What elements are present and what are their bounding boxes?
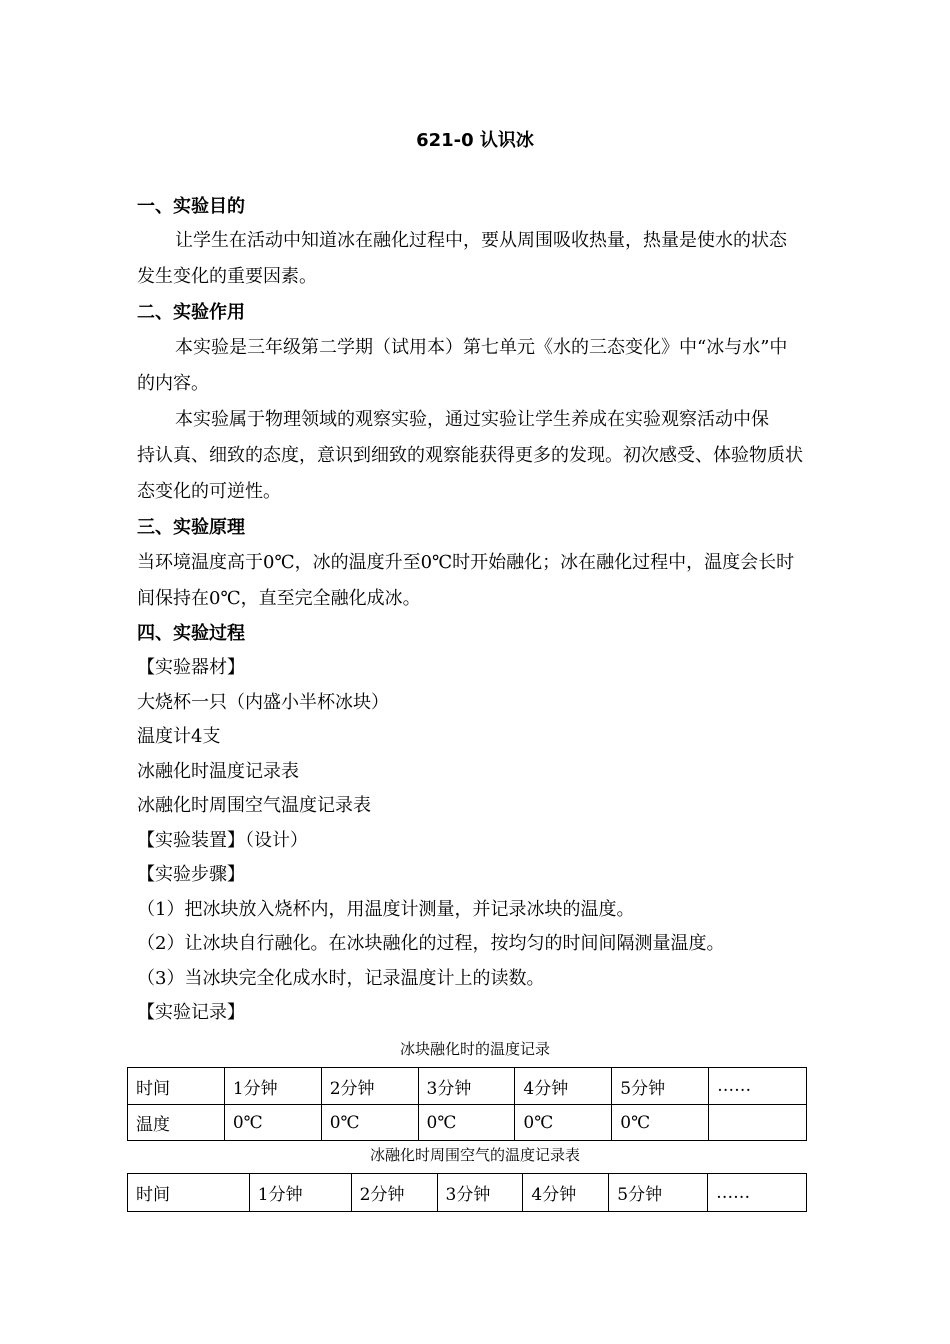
table-cell: 1分钟 [224, 1068, 321, 1105]
section-heading-role: 二、实验作用 [137, 302, 245, 323]
paragraph-line: 本实验属于物理领域的观察实验，通过实验让学生养成在实验观察活动中保 [175, 409, 769, 430]
equipment-item: 大烧杯一只（内盛小半杯冰块） [137, 692, 389, 713]
equipment-item: 冰融化时周围空气温度记录表 [137, 795, 371, 816]
table-cell: 时间 [128, 1174, 250, 1212]
table-cell: 1分钟 [249, 1174, 351, 1212]
paragraph-line: 持认真、细致的态度，意识到细致的观察能获得更多的发现。初次感受、体验物质状 [137, 445, 803, 466]
paragraph-line: 当环境温度高于0℃，冰的温度升至0℃时开始融化；冰在融化过程中，温度会长时 [137, 552, 795, 573]
table-row [128, 1174, 807, 1212]
table-cell: 2分钟 [321, 1068, 418, 1105]
table-cell: 4分钟 [523, 1174, 609, 1212]
subheading-equipment: 【实验器材】 [137, 657, 245, 678]
step-item: （1）把冰块放入烧杯内，用温度计测量，并记录冰块的温度。 [137, 899, 635, 920]
table-cell [709, 1105, 807, 1141]
table-cell: 0℃ [321, 1105, 418, 1141]
table-cell: 0℃ [224, 1105, 321, 1141]
step-item: （2）让冰块自行融化。在冰块融化的过程，按均匀的时间间隔测量温度。 [137, 933, 725, 954]
table-cell: 0℃ [515, 1105, 612, 1141]
table-cell: 0℃ [418, 1105, 515, 1141]
paragraph-line: 让学生在活动中知道冰在融化过程中，要从周围吸收热量，热量是使水的状态 [175, 230, 787, 251]
section-heading-principle: 三、实验原理 [137, 517, 245, 538]
section-heading-purpose: 一、实验目的 [137, 196, 245, 217]
table-cell: 5分钟 [612, 1068, 709, 1105]
table-cell: 3分钟 [418, 1068, 515, 1105]
table-row [128, 1068, 807, 1105]
ice-temperature-table [127, 1067, 807, 1141]
paragraph-line: 态变化的可逆性。 [137, 481, 281, 502]
section-heading-process: 四、实验过程 [137, 623, 245, 644]
table-cell: 0℃ [612, 1105, 709, 1141]
paragraph-line: 发生变化的重要因素。 [137, 266, 317, 287]
table-caption: 冰融化时周围空气的温度记录表 [369, 1146, 580, 1164]
equipment-item: 温度计4支 [137, 726, 221, 747]
table-caption: 冰块融化时的温度记录 [399, 1040, 550, 1058]
table-cell: 时间 [128, 1068, 225, 1105]
table-cell: 5分钟 [609, 1174, 708, 1212]
paragraph-line: 本实验是三年级第二学期（试用本）第七单元《水的三态变化》中“冰与水”中 [175, 337, 788, 358]
document-title: 621-0 认识冰 [416, 130, 534, 151]
table-row [128, 1105, 807, 1141]
subheading-record: 【实验记录】 [137, 1002, 245, 1023]
table-cell: …… [708, 1174, 807, 1212]
table-cell: 温度 [128, 1105, 225, 1141]
air-temperature-table [127, 1173, 807, 1212]
table-cell: 2分钟 [351, 1174, 437, 1212]
paragraph-line: 间保持在0℃，直至完全融化成冰。 [137, 588, 421, 609]
table-cell: 4分钟 [515, 1068, 612, 1105]
equipment-item: 冰融化时温度记录表 [137, 761, 299, 782]
step-item: （3）当冰块完全化成水时，记录温度计上的读数。 [137, 968, 545, 989]
subheading-setup: 【实验装置】（设计） [137, 830, 308, 851]
subheading-steps: 【实验步骤】 [137, 864, 245, 885]
table-cell: …… [709, 1068, 807, 1105]
table-cell: 3分钟 [437, 1174, 523, 1212]
paragraph-line: 的内容。 [137, 373, 209, 394]
